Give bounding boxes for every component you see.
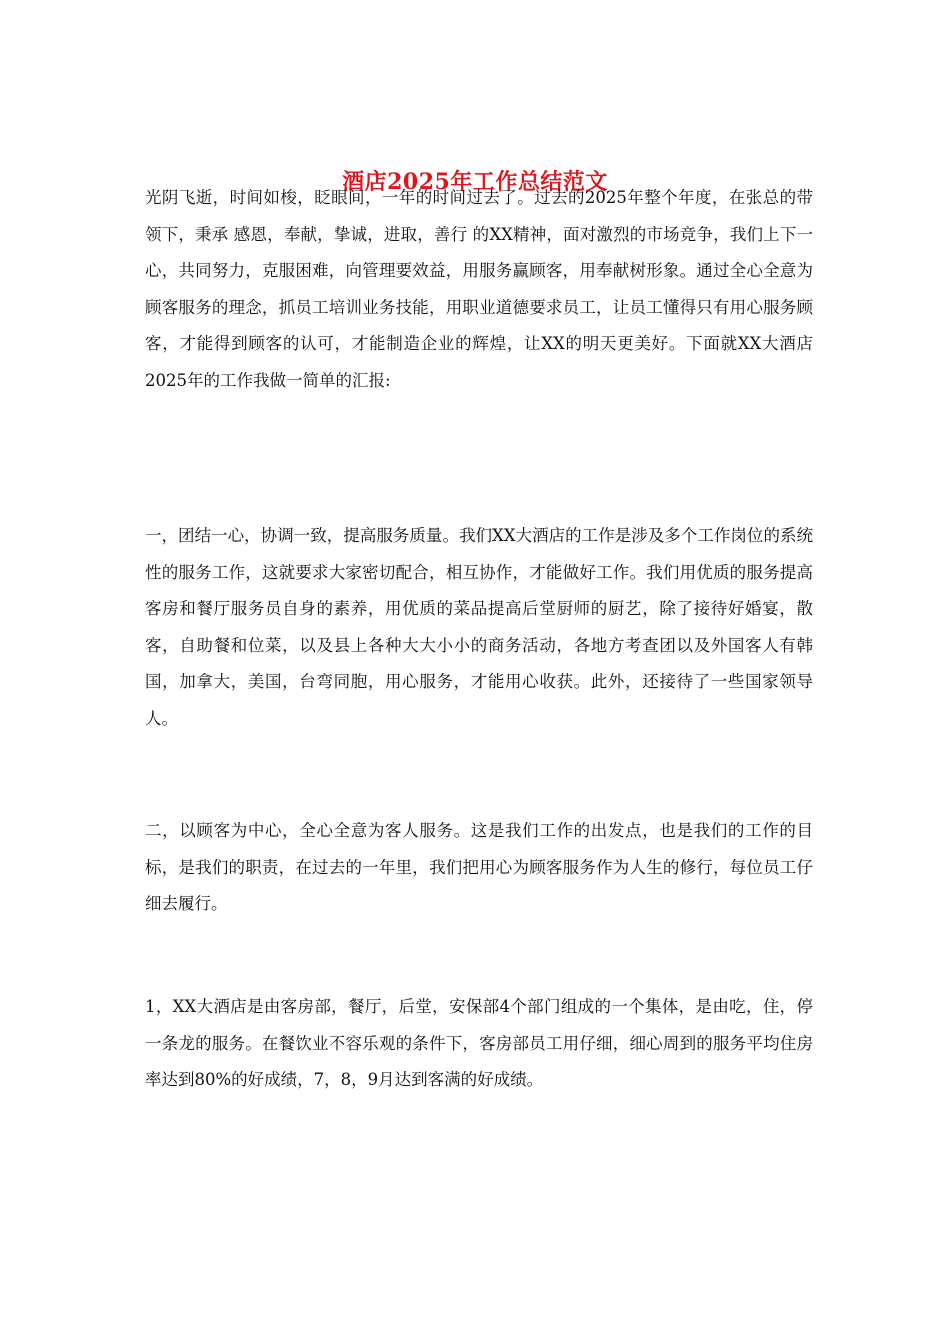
section-two-item-one-paragraph: 1，XX大酒店是由客房部，餐厅，后堂，安保部4个部门组成的一个集体，是由吃，住，停一条龙的服务。在餐饮业不容乐观的条件下，客房部员工用仔细，细心周到的服务平均住房率达到80%的好成绩，7，8，9月达到客满的好成绩。 <box>145 997 813 1089</box>
section-two-paragraph: 二，以顾客为中心，全心全意为客人服务。这是我们工作的出发点，也是我们的工作的目标，是我们的职责，在过去的一年里，我们把用心为顾客服务作为人生的修行，每位员工仔细去履行。 <box>145 821 813 913</box>
document-title: 酒店2025年工作总结范文 <box>342 168 608 195</box>
intro-paragraph: 光阴飞逝，时间如梭，眨眼间，一年的时间过去了。过去的2025年整个年度，在张总的带领下，秉承 感恩，奉献，挚诚，进取，善行 的XX精神，面对激烈的市场竞争，我们上下一心，共同努力，克服困难，向管理要效益，用服务赢顾客，用奉献树形象。通过全心全意为顾客服务的理念，抓员工培训业务技能，用职业道德要求员工，让员工懂得只有用心服务顾客，才能得到顾客的认可，才能制造企业的辉煌，让XX的明天更美好。下面就XX大酒店2025年的工作我做一简单的汇报: <box>145 188 813 390</box>
section-one-paragraph: 一，团结一心，协调一致，提高服务质量。我们XX大酒店的工作是涉及多个工作岗位的系统性的服务工作，这就要求大家密切配合，相互协作，才能做好工作。我们用优质的服务提高客房和餐厅服务员自身的素养，用优质的菜品提高后堂厨师的厨艺，除了接待好婚宴，散客，自助餐和位菜，以及县上各种大大小小的商务活动，各地方考查团以及外国客人有韩国，加拿大，美国，台弯同胞，用心服务，才能用心收获。此外，还接待了一些国家领导人。 <box>145 526 813 728</box>
